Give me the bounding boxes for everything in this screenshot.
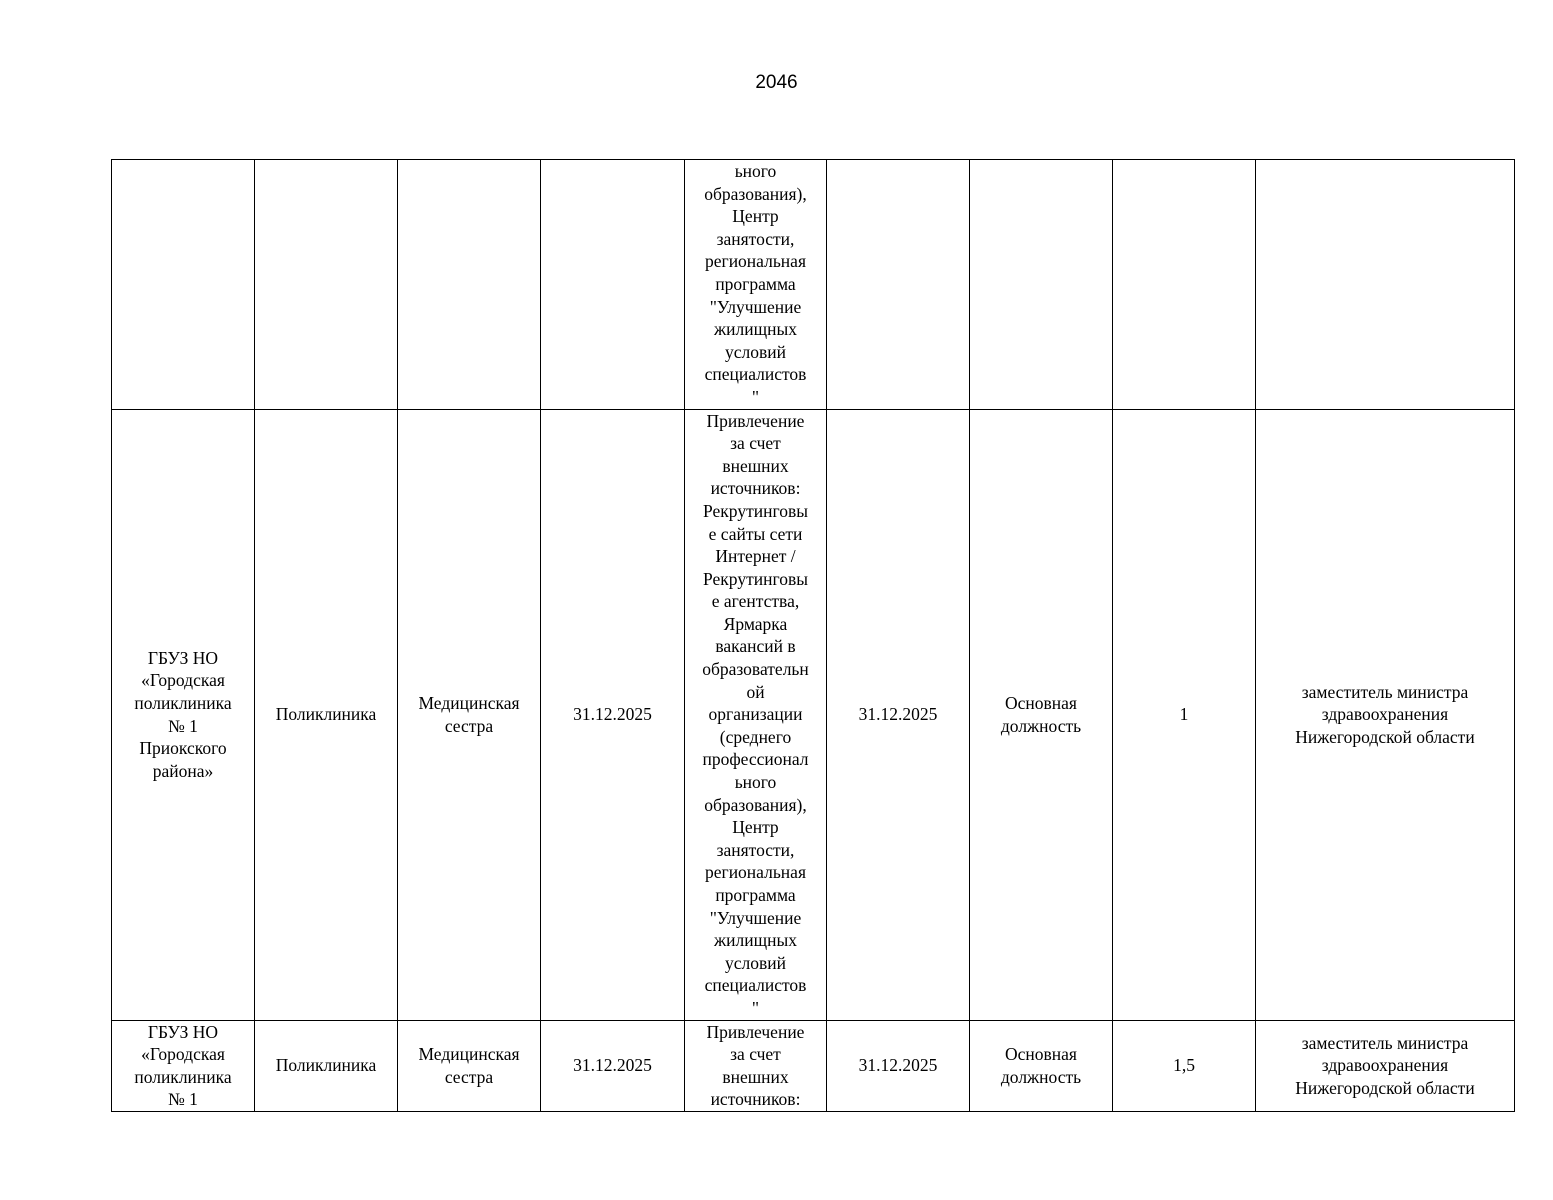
table-row [112,160,1515,410]
cell-employment-type [970,1020,1113,1111]
cell-text-line: Ярмарка [723,613,788,634]
cell-recruitment-sources [685,1020,827,1111]
cell-text-line: " [751,997,760,1018]
cell-text: 31.12.2025 [573,704,652,725]
cell-date-end [827,409,970,1020]
cell-text-line: Нижегородской области [1295,726,1475,747]
cell-text-line: Центр [732,817,779,838]
cell-text-line: ГБУЗ НО [147,1021,219,1042]
table-row [112,409,1515,1020]
cell-responsible [1256,160,1515,410]
cell-text-line: Медицинская [418,692,520,713]
cell-text-line: «Городская [141,670,225,691]
cell-text-line: специалистов [704,364,807,385]
cell-rate [1113,1020,1256,1111]
cell-text: 31.12.2025 [858,704,938,725]
cell-text-line: сестра [444,1066,494,1087]
cell-text-line: Приокского [139,738,227,759]
cell-text-line: сестра [444,715,494,736]
cell-rate [1113,160,1256,410]
cell-text-line: образовательн [702,659,809,680]
cell-text-line: здравоохранения [1321,704,1449,725]
cell-text-line: (среднего [719,726,792,747]
cell-text: 31.12.2025 [858,1055,938,1076]
cell-employment-type [970,409,1113,1020]
cell-text-line: специалистов [704,975,807,996]
cell-text-line: Центр [732,206,779,227]
cell-text-line: программа [715,273,796,294]
cell-organization [112,409,255,1020]
cell-rate [1113,409,1256,1020]
cell-text-line: Основная [1005,1044,1077,1065]
cell-text-line: здравоохранения [1321,1055,1449,1076]
cell-text-line: жилищных [714,930,797,951]
cell-text-line: должность [1000,1066,1082,1087]
cell-text: Поликлиника [275,704,377,725]
cell-text-line: должность [1000,715,1082,736]
cell-text-line: заместитель министра [1301,1032,1469,1053]
cell-text-line: занятости, [716,839,795,860]
cell-text-line: организации [708,704,803,725]
cell-text-line: ой [746,681,765,702]
cell-text-line: условий [725,952,786,973]
cell-text: 1 [1179,704,1189,725]
cell-text-line: № 1 [168,715,198,736]
cell-text-line: «Городская [141,1044,225,1065]
cell-text-line: Рекрутинговы [703,500,808,521]
cell-text-line: " [751,386,760,407]
cell-text-line: за счет [730,1044,781,1065]
cell-text-line: Медицинская [418,1044,520,1065]
cell-recruitment-sources [685,409,827,1020]
cell-employment-type [970,160,1113,410]
cell-department [255,1020,398,1111]
cell-text-line: Привлечение [706,410,805,431]
cell-text: 31.12.2025 [573,1055,652,1076]
cell-text-line: Основная [1005,692,1077,713]
cell-text: 1,5 [1173,1055,1195,1076]
cell-text-line: ьного [734,772,777,793]
cell-text-line: за счет [730,433,781,454]
cell-date-end [827,160,970,410]
cell-date-start [541,1020,685,1111]
cell-position [398,1020,541,1111]
cell-text-line: региональная [705,862,806,883]
cell-text-line: Нижегородской области [1295,1078,1475,1099]
cell-date-start [541,409,685,1020]
cell-department [255,160,398,410]
cell-text-line: района» [152,760,214,781]
cell-text-line: программа [715,885,796,905]
cell-text-line: жилищных [714,319,797,340]
cell-text-line: поликлиника [134,692,232,713]
cell-position [398,409,541,1020]
cell-text-line: заместитель министра [1301,681,1469,702]
cell-text-line: внешних [722,1066,789,1087]
cell-text-line: Привлечение [706,1021,805,1042]
cell-text: Поликлиника [275,1055,377,1076]
cell-recruitment-sources [685,160,827,410]
cell-text-line: поликлиника [134,1066,232,1087]
staffing-table [111,159,1515,1112]
cell-text-line: региональная [705,251,806,272]
cell-text-line: условий [725,341,786,362]
cell-text-line: источников: [710,478,801,499]
cell-responsible [1256,409,1515,1020]
cell-department [255,409,398,1020]
page-number: 2046 [755,72,798,93]
cell-responsible [1256,1020,1515,1111]
cell-text-line: Интернет / [715,546,796,567]
cell-date-start [541,160,685,410]
cell-text-line: е агентства, [711,591,800,612]
cell-text-line: профессионал [702,749,809,770]
cell-organization [112,160,255,410]
cell-text-line: "Улучшение [709,907,802,928]
cell-text-line: ьного [734,161,777,181]
cell-text-line: ГБУЗ НО [147,647,219,668]
table-row [112,1020,1515,1111]
cell-text-line: е сайты сети [708,523,803,544]
cell-text-line: "Улучшение [709,296,802,317]
cell-text-line: образования), [704,183,807,204]
cell-date-end [827,1020,970,1111]
cell-position [398,160,541,410]
cell-text-line: занятости, [716,228,795,249]
cell-text-line: внешних [722,455,789,476]
cell-text-line: Рекрутинговы [703,568,808,589]
cell-text-line: образования), [704,794,807,815]
cell-text-line: № 1 [168,1089,198,1110]
cell-organization [112,1020,255,1111]
cell-text-line: источников: [710,1089,801,1110]
cell-text-line: вакансий в [715,636,796,657]
